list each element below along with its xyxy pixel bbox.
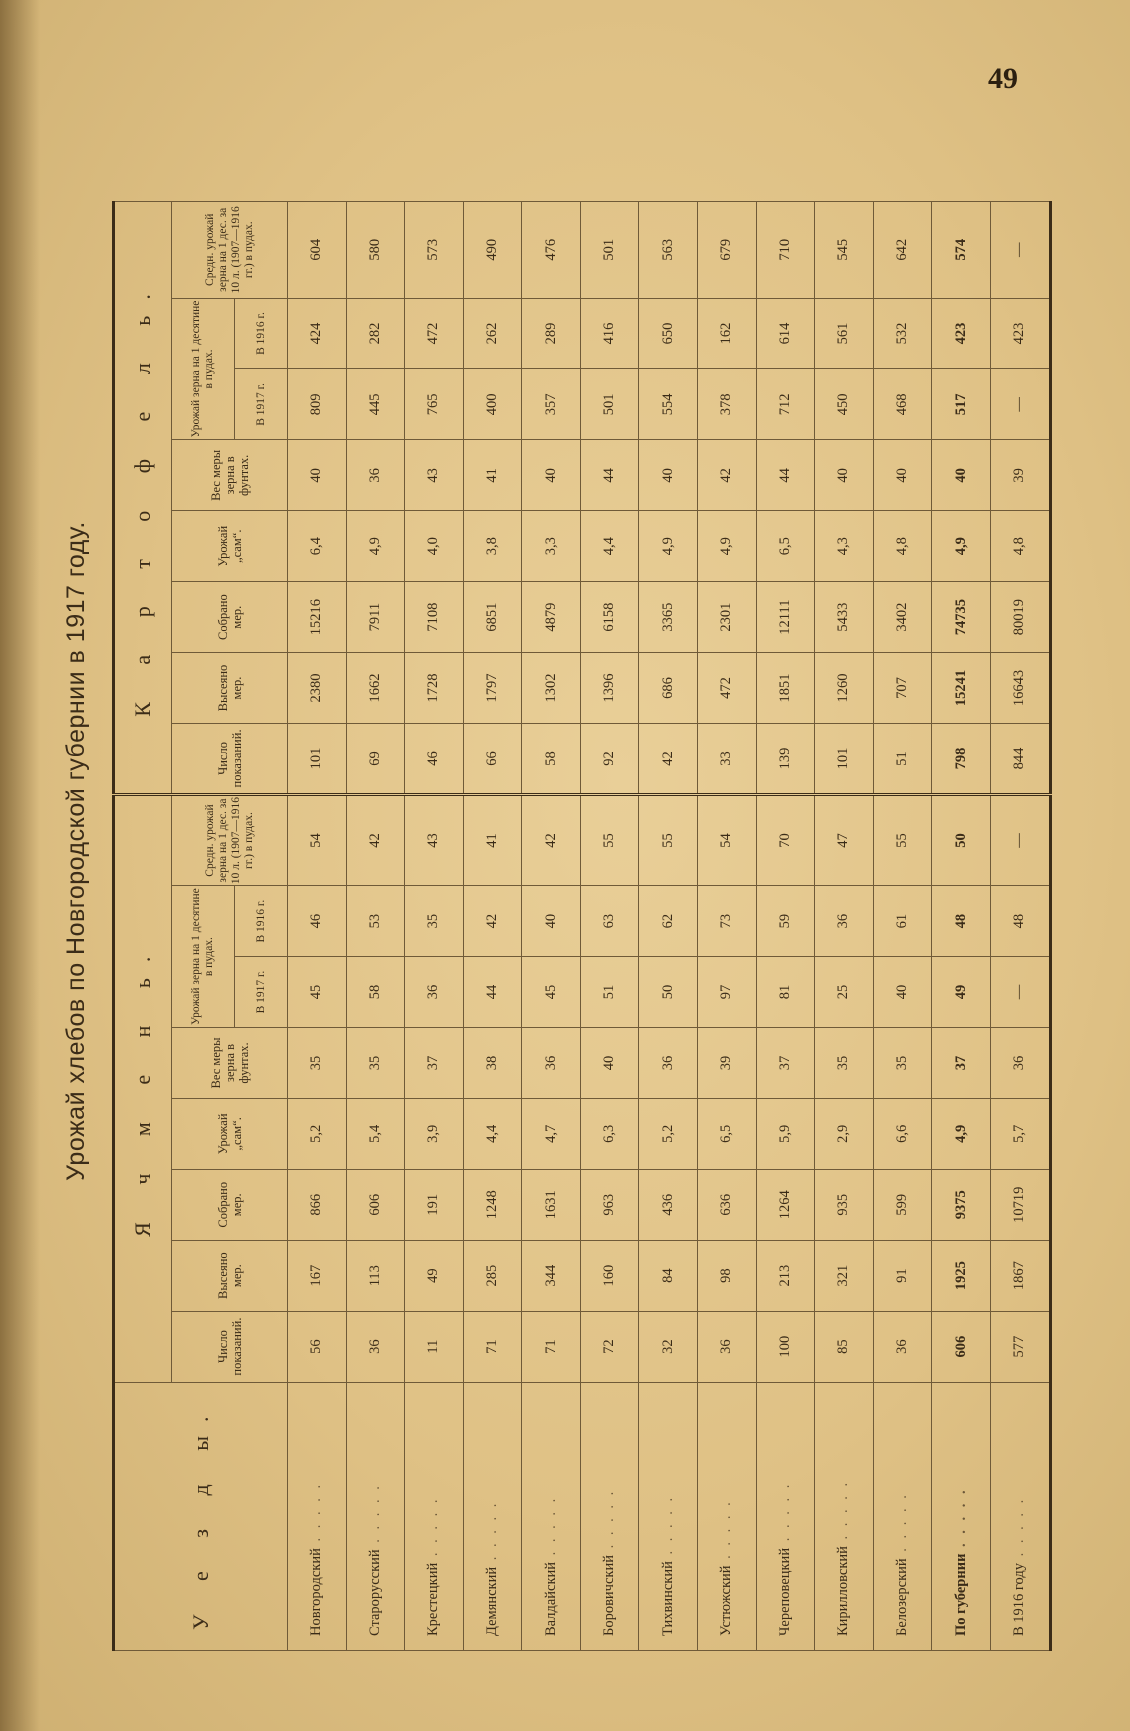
potato-value-cell: 642 <box>873 202 932 299</box>
barley-value-cell: 36 <box>698 1311 757 1382</box>
table-row <box>639 202 698 1651</box>
potato-value-cell: 92 <box>580 724 639 795</box>
uezd-name-cell <box>580 1382 639 1650</box>
barley-value-cell: 37 <box>756 1028 815 1099</box>
barley-value-cell: 213 <box>756 1240 815 1311</box>
barley-value-cell: 54 <box>288 794 347 885</box>
harvest-table <box>112 201 1052 1651</box>
potato-value-cell: 3,8 <box>463 511 522 582</box>
barley-value-cell: 113 <box>346 1240 405 1311</box>
potato-value-cell: 15241 <box>932 653 991 724</box>
potato-value-cell: 809 <box>288 369 347 440</box>
potato-value-cell: 450 <box>815 369 874 440</box>
barley-value-cell: 41 <box>463 794 522 885</box>
barley-value-cell: 5,7 <box>990 1098 1050 1169</box>
uezdy-header: У е з д ы. <box>114 1382 288 1650</box>
page-number: 49 <box>988 62 1018 95</box>
uezd-name: По губернии <box>952 1553 969 1636</box>
barley-value-cell: 49 <box>932 957 991 1028</box>
leader-dots: . . . . . <box>776 1481 793 1548</box>
barley-value-cell: 599 <box>873 1169 932 1240</box>
potato-value-cell: 40 <box>639 440 698 511</box>
potato-value-cell: 262 <box>463 298 522 369</box>
barley-value-cell: 50 <box>932 794 991 885</box>
table-row <box>698 202 757 1651</box>
barley-value-cell: 866 <box>288 1169 347 1240</box>
potato-value-cell: 4,9 <box>639 511 698 582</box>
uezd-name-cell <box>873 1382 932 1650</box>
header-row-groups <box>114 202 172 1651</box>
barley-value-cell: 45 <box>288 957 347 1028</box>
barley-value-cell: 47 <box>815 794 874 885</box>
potato-value-cell: 46 <box>405 724 464 795</box>
potato-value-cell: 6158 <box>580 582 639 653</box>
uezd-name-cell <box>463 1382 522 1650</box>
barley-value-cell: 40 <box>873 957 932 1028</box>
barley-value-cell: 84 <box>639 1240 698 1311</box>
potato-value-cell: 12111 <box>756 582 815 653</box>
leader-dots: . . . . . <box>659 1494 676 1562</box>
table-row <box>580 202 639 1651</box>
potato-value-cell: 554 <box>639 369 698 440</box>
uezd-name: Старорусский <box>366 1549 383 1636</box>
barley-value-cell: 97 <box>698 957 757 1028</box>
potato-value-cell: 39 <box>990 440 1050 511</box>
barley-sown-header: Высеяно мер. <box>172 1240 288 1311</box>
potato-value-cell: 4,8 <box>990 511 1050 582</box>
barley-value-cell: 36 <box>873 1311 932 1382</box>
potato-value-cell: 423 <box>932 298 991 369</box>
potato-value-cell: 765 <box>405 369 464 440</box>
potato-value-cell: 44 <box>580 440 639 511</box>
potato-value-cell: 1662 <box>346 653 405 724</box>
barley-value-cell: 963 <box>580 1169 639 1240</box>
uezd-name: Новгородский <box>308 1548 325 1636</box>
barley-value-cell: 48 <box>932 886 991 957</box>
uezd-name: В 1916 году <box>1011 1563 1028 1636</box>
potato-value-cell: 501 <box>580 202 639 299</box>
barley-value-cell: 100 <box>756 1311 815 1382</box>
potato-value-cell: 4,4 <box>580 511 639 582</box>
potato-weight-header: Вес меры зерна в фунтах. <box>172 440 288 511</box>
barley-value-cell: 63 <box>580 886 639 957</box>
barley-value-cell: 36 <box>405 957 464 1028</box>
potato-value-cell: 282 <box>346 298 405 369</box>
potato-value-cell: 289 <box>522 298 581 369</box>
barley-value-cell: 36 <box>639 1028 698 1099</box>
potato-value-cell: 416 <box>580 298 639 369</box>
barley-value-cell: 49 <box>405 1240 464 1311</box>
potato-value-cell: 4,3 <box>815 511 874 582</box>
barley-value-cell: 72 <box>580 1311 639 1382</box>
barley-value-cell: 1925 <box>932 1240 991 1311</box>
potato-value-cell: 476 <box>522 202 581 299</box>
barley-value-cell: 10719 <box>990 1169 1050 1240</box>
potato-value-cell: 357 <box>522 369 581 440</box>
uezd-name: Белозерский <box>894 1558 911 1636</box>
potato-value-cell: 501 <box>580 369 639 440</box>
potato-value-cell: — <box>990 369 1050 440</box>
potato-value-cell: 490 <box>463 202 522 299</box>
barley-value-cell: 70 <box>756 794 815 885</box>
potato-value-cell: 1728 <box>405 653 464 724</box>
barley-value-cell: — <box>990 794 1050 885</box>
potato-yield-group-header: Урожай зерна на 1 десятине в пудах. <box>172 298 235 440</box>
potato-value-cell: 710 <box>756 202 815 299</box>
potato-value-cell: 6851 <box>463 582 522 653</box>
barley-value-cell: 5,2 <box>288 1098 347 1169</box>
table-row <box>756 202 815 1651</box>
leader-dots: . . . . . <box>718 1499 735 1566</box>
potato-value-cell: 40 <box>522 440 581 511</box>
barley-value-cell: 344 <box>522 1240 581 1311</box>
barley-header: Я ч м е н ь. <box>114 794 172 1382</box>
potato-value-cell: 101 <box>288 724 347 795</box>
barley-value-cell: 11 <box>405 1311 464 1382</box>
barley-value-cell: 37 <box>932 1028 991 1099</box>
potato-value-cell: 517 <box>932 369 991 440</box>
potato-value-cell: 4,9 <box>346 511 405 582</box>
barley-value-cell: 46 <box>288 886 347 957</box>
potato-value-cell: 40 <box>288 440 347 511</box>
potato-value-cell: — <box>990 202 1050 299</box>
potato-value-cell: 5433 <box>815 582 874 653</box>
potato-value-cell: 4,8 <box>873 511 932 582</box>
table-body <box>288 202 1051 1651</box>
barley-avg-header: Средн. урожай зерна на 1 дес. за 10 л. (1907—1916 гг.) в пудах. <box>172 794 288 885</box>
table-row <box>873 202 932 1651</box>
barley-value-cell: 55 <box>580 794 639 885</box>
barley-1917-header: В 1917 г. <box>235 957 288 1028</box>
potato-value-cell: 51 <box>873 724 932 795</box>
barley-value-cell: 4,9 <box>932 1098 991 1169</box>
uezd-name-cell <box>698 1382 757 1650</box>
leader-dots: . . . . . <box>952 1487 969 1554</box>
barley-value-cell: 25 <box>815 957 874 1028</box>
potato-value-cell: 712 <box>756 369 815 440</box>
barley-weight-header: Вес меры зерна в фунтах. <box>172 1028 288 1099</box>
barley-value-cell: 81 <box>756 957 815 1028</box>
potato-value-cell: 33 <box>698 724 757 795</box>
potato-value-cell: 162 <box>698 298 757 369</box>
barley-value-cell: 1631 <box>522 1169 581 1240</box>
potato-value-cell: 574 <box>932 202 991 299</box>
potato-1917-header: В 1917 г. <box>235 369 288 440</box>
potato-value-cell: 844 <box>990 724 1050 795</box>
potato-value-cell: 139 <box>756 724 815 795</box>
barley-yield-group-header: Урожай зерна на 1 десятине в пудах. <box>172 886 235 1028</box>
leader-dots: . . . . . <box>542 1495 559 1562</box>
potato-value-cell: 580 <box>346 202 405 299</box>
barley-value-cell: 42 <box>522 794 581 885</box>
barley-value-cell: 50 <box>639 957 698 1028</box>
barley-value-cell: 2,9 <box>815 1098 874 1169</box>
potato-value-cell: 42 <box>698 440 757 511</box>
potato-value-cell: 4879 <box>522 582 581 653</box>
table-row <box>990 202 1050 1651</box>
potato-header: К а р т о ф е л ь. <box>114 202 172 795</box>
table-row <box>405 202 464 1651</box>
barley-value-cell: 191 <box>405 1169 464 1240</box>
barley-value-cell: 42 <box>346 794 405 885</box>
potato-value-cell: 472 <box>405 298 464 369</box>
potato-1916-header: В 1916 г. <box>235 298 288 369</box>
potato-value-cell: 15216 <box>288 582 347 653</box>
uezd-name-cell <box>522 1382 581 1650</box>
leader-dots: . . . . . <box>1011 1496 1028 1564</box>
barley-value-cell: 3,9 <box>405 1098 464 1169</box>
table-row <box>815 202 874 1651</box>
barley-value-cell: 48 <box>990 886 1050 957</box>
potato-value-cell: 74735 <box>932 582 991 653</box>
potato-value-cell: 6,5 <box>756 511 815 582</box>
uezd-name: Валдайский <box>542 1561 559 1636</box>
barley-sam-header: Урожай „сам“. <box>172 1098 288 1169</box>
potato-value-cell: 6,4 <box>288 511 347 582</box>
uezd-name-cell <box>815 1382 874 1650</box>
barley-value-cell: 51 <box>580 957 639 1028</box>
potato-value-cell: 80019 <box>990 582 1050 653</box>
barley-value-cell: 38 <box>463 1028 522 1099</box>
potato-value-cell: 686 <box>639 653 698 724</box>
potato-value-cell: 707 <box>873 653 932 724</box>
potato-value-cell: 650 <box>639 298 698 369</box>
leader-dots: . . . . . <box>894 1492 911 1559</box>
potato-value-cell: 614 <box>756 298 815 369</box>
barley-value-cell: 35 <box>405 886 464 957</box>
potato-value-cell: 424 <box>288 298 347 369</box>
barley-value-cell: 606 <box>932 1311 991 1382</box>
potato-value-cell: 423 <box>990 298 1050 369</box>
barley-value-cell: 9375 <box>932 1169 991 1240</box>
barley-value-cell: 160 <box>580 1240 639 1311</box>
uezd-name-cell <box>990 1382 1050 1650</box>
barley-value-cell: 42 <box>463 886 522 957</box>
potato-value-cell: 42 <box>639 724 698 795</box>
barley-value-cell: 40 <box>522 886 581 957</box>
potato-value-cell: 40 <box>873 440 932 511</box>
potato-value-cell: 468 <box>873 369 932 440</box>
barley-value-cell: 56 <box>288 1311 347 1382</box>
potato-value-cell: 2380 <box>288 653 347 724</box>
potato-avg-header: Средн. урожай зерна на 1 дес. за 10 л. (1907—1916 гг.) в пудах. <box>172 202 288 299</box>
potato-value-cell: 3402 <box>873 582 932 653</box>
barley-value-cell: 40 <box>580 1028 639 1099</box>
barley-value-cell: 71 <box>522 1311 581 1382</box>
leader-dots: . . . . . <box>484 1500 501 1567</box>
potato-value-cell: 16643 <box>990 653 1050 724</box>
barley-value-cell: 36 <box>346 1311 405 1382</box>
page-title: Урожай хлебов по Новгородской губернии в 1917 году. <box>62 521 90 1181</box>
barley-value-cell: 606 <box>346 1169 405 1240</box>
potato-sown-header: Высеяно мер. <box>172 653 288 724</box>
potato-value-cell: 36 <box>346 440 405 511</box>
barley-value-cell: 1248 <box>463 1169 522 1240</box>
uezd-name-cell <box>346 1382 405 1650</box>
barley-value-cell: 36 <box>990 1028 1050 1099</box>
barley-value-cell: 636 <box>698 1169 757 1240</box>
barley-value-cell: 35 <box>873 1028 932 1099</box>
barley-value-cell: 4,4 <box>463 1098 522 1169</box>
leader-dots: . . . . . <box>601 1488 618 1556</box>
potato-value-cell: 40 <box>932 440 991 511</box>
barley-count-header: Число показаний. <box>172 1311 288 1382</box>
barley-value-cell: 71 <box>463 1311 522 1382</box>
leader-dots: . . . . . <box>425 1496 442 1563</box>
leader-dots: . . . . . <box>835 1479 852 1547</box>
barley-value-cell: 436 <box>639 1169 698 1240</box>
barley-value-cell: 36 <box>522 1028 581 1099</box>
potato-value-cell: 1396 <box>580 653 639 724</box>
barley-value-cell: 55 <box>873 794 932 885</box>
barley-value-cell: 6,6 <box>873 1098 932 1169</box>
potato-value-cell: 532 <box>873 298 932 369</box>
barley-value-cell: 98 <box>698 1240 757 1311</box>
potato-value-cell: 472 <box>698 653 757 724</box>
potato-value-cell: 4,9 <box>932 511 991 582</box>
table-row <box>346 202 405 1651</box>
potato-value-cell: 44 <box>756 440 815 511</box>
barley-value-cell: 43 <box>405 794 464 885</box>
barley-value-cell: 39 <box>698 1028 757 1099</box>
barley-value-cell: 45 <box>522 957 581 1028</box>
barley-value-cell: 1264 <box>756 1169 815 1240</box>
potato-value-cell: 445 <box>346 369 405 440</box>
uezd-name: Кирилловский <box>835 1546 852 1636</box>
uezd-name-cell <box>932 1382 991 1650</box>
uezd-name: Демянский <box>484 1566 501 1636</box>
barley-value-cell: 55 <box>639 794 698 885</box>
barley-value-cell: 37 <box>405 1028 464 1099</box>
barley-value-cell: 1867 <box>990 1240 1050 1311</box>
barley-value-cell: 5,2 <box>639 1098 698 1169</box>
barley-value-cell: 59 <box>756 886 815 957</box>
potato-sam-header: Урожай „сам“. <box>172 511 288 582</box>
potato-value-cell: 7108 <box>405 582 464 653</box>
potato-collected-header: Собрано мер. <box>172 582 288 653</box>
barley-value-cell: 85 <box>815 1311 874 1382</box>
barley-value-cell: 5,4 <box>346 1098 405 1169</box>
barley-value-cell: 321 <box>815 1240 874 1311</box>
uezd-name: Устюжский <box>718 1565 735 1636</box>
potato-value-cell: 545 <box>815 202 874 299</box>
leader-dots: . . . . . <box>308 1481 325 1549</box>
barley-collected-header: Собрано мер. <box>172 1169 288 1240</box>
barley-value-cell: 54 <box>698 794 757 885</box>
potato-value-cell: 3,3 <box>522 511 581 582</box>
potato-value-cell: 7911 <box>346 582 405 653</box>
potato-value-cell: 58 <box>522 724 581 795</box>
barley-value-cell: 35 <box>815 1028 874 1099</box>
potato-value-cell: 563 <box>639 202 698 299</box>
potato-value-cell: 69 <box>346 724 405 795</box>
potato-value-cell: 4,0 <box>405 511 464 582</box>
barley-value-cell: 61 <box>873 886 932 957</box>
uezd-name-cell <box>756 1382 815 1650</box>
potato-value-cell: 1851 <box>756 653 815 724</box>
potato-value-cell: 3365 <box>639 582 698 653</box>
barley-value-cell: 91 <box>873 1240 932 1311</box>
barley-value-cell: 35 <box>288 1028 347 1099</box>
potato-value-cell: 604 <box>288 202 347 299</box>
barley-value-cell: 6,5 <box>698 1098 757 1169</box>
table-row <box>288 202 347 1651</box>
potato-value-cell: 43 <box>405 440 464 511</box>
barley-value-cell: 577 <box>990 1311 1050 1382</box>
barley-value-cell: 36 <box>815 886 874 957</box>
uezd-name-cell <box>639 1382 698 1650</box>
barley-value-cell: 62 <box>639 886 698 957</box>
uezd-name: Тихвинский <box>659 1561 676 1636</box>
barley-value-cell: 285 <box>463 1240 522 1311</box>
barley-value-cell: 5,9 <box>756 1098 815 1169</box>
barley-1916-header: В 1916 г. <box>235 886 288 957</box>
uezd-name: Череповецкий <box>776 1547 793 1636</box>
barley-value-cell: — <box>990 957 1050 1028</box>
potato-value-cell: 2301 <box>698 582 757 653</box>
barley-value-cell: 53 <box>346 886 405 957</box>
table-row-total <box>932 202 991 1651</box>
barley-value-cell: 4,7 <box>522 1098 581 1169</box>
potato-count-header: Число показаний. <box>172 724 288 795</box>
uezd-name-cell <box>405 1382 464 1650</box>
potato-value-cell: 378 <box>698 369 757 440</box>
potato-value-cell: 798 <box>932 724 991 795</box>
potato-value-cell: 101 <box>815 724 874 795</box>
potato-value-cell: 1302 <box>522 653 581 724</box>
potato-value-cell: 400 <box>463 369 522 440</box>
barley-value-cell: 935 <box>815 1169 874 1240</box>
table-row <box>463 202 522 1651</box>
potato-value-cell: 40 <box>815 440 874 511</box>
barley-value-cell: 58 <box>346 957 405 1028</box>
barley-value-cell: 44 <box>463 957 522 1028</box>
uezd-name-cell <box>288 1382 347 1650</box>
potato-value-cell: 41 <box>463 440 522 511</box>
uezd-name: Боровичский <box>601 1555 618 1636</box>
potato-value-cell: 1260 <box>815 653 874 724</box>
table-row <box>522 202 581 1651</box>
potato-value-cell: 679 <box>698 202 757 299</box>
barley-value-cell: 6,3 <box>580 1098 639 1169</box>
potato-value-cell: 573 <box>405 202 464 299</box>
potato-value-cell: 66 <box>463 724 522 795</box>
barley-value-cell: 167 <box>288 1240 347 1311</box>
barley-value-cell: 73 <box>698 886 757 957</box>
leader-dots: . . . . . <box>366 1483 383 1550</box>
barley-value-cell: 32 <box>639 1311 698 1382</box>
potato-value-cell: 4,9 <box>698 511 757 582</box>
potato-value-cell: 1797 <box>463 653 522 724</box>
potato-value-cell: 561 <box>815 298 874 369</box>
uezd-name: Крестецкий <box>425 1562 442 1636</box>
barley-value-cell: 35 <box>346 1028 405 1099</box>
